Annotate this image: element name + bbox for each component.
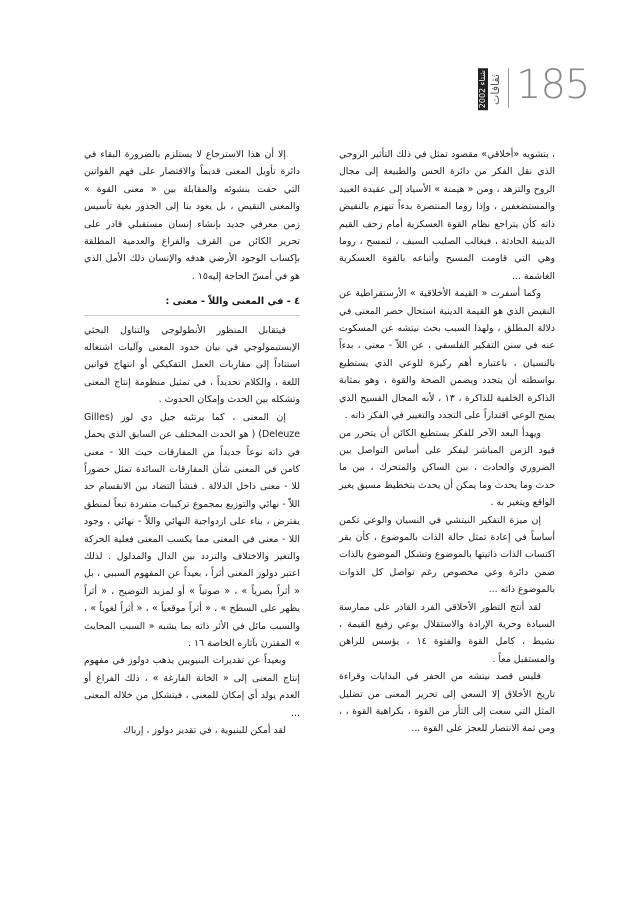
issue-label: شتاء 2002 (478, 69, 487, 109)
paragraph: ، بتشويه «أخلاقي» مقصود تمثل في ذلك التأثير الروحي الذي نقل الفكر من دائرة الحس والطبيعة إلى مجال الروح والتزهد ، ومن « هيمنة » الأسياد إلى عقيدة العبيد والمستضعفين ، وإذا روما المنتصرة بدءاً تنهزم بالنقيض ذاته كأن يتراجع نظام القوة العسكرية أمام زحف القيم الدينية الحادثة ، فيغالب الصليب السيف ، لتمسح ، روما وهي التي قاومت المسيح وأتباعه بالقوة العسكرية الغاشمة ... (339, 149, 555, 282)
left-column (84, 146, 300, 739)
header-divider (508, 68, 509, 108)
page-header (470, 62, 590, 122)
paragraph: ويهدأ البعد الآخر للفكر يستطيع الكائن أن يتحرر من قيود الزمن المباشر ليفكر على أساس التواصل بين الضروري والحادث ، بين الساكن والمتحرك ، بين ما حدث وما يحدث وما يمكن أن يحدث بتخطيط مسبق يغير الواقع ويتغير به . (339, 427, 555, 509)
paragraph: فليس قصد نيتشه من الحفر في البدايات وقراءة تاريخ الأخلاق إلا السعي إلى تحرير المعنى من تضليل المثل التي سعت إلى الثأر من القوة ، بكراهية القوة ، ، ومن ثمة الانتصار للعجز على القوة ... (339, 671, 555, 735)
paragraph: فيتقابل المنظور الأنطولوجي والتناول البحثي الإبستيمولوجي في بيان حدود المعنى وآليات اشتغاله استناداً إلى مقاربات العمل التفكيكي أو انتهاج قوانين اللغة ، والكلام تحديداً ، في تمثيل منظومة إنتاج المعنى وتشكله بين الحدث وإمكان الحدوث . (84, 324, 300, 406)
paragraph: وبعيداً عن تقديرات البنيويين يذهب دولوز في مفهوم إنتاج المعنى إلى « الخانة الفارغة » ، ذلك الفراغ أو العدم يولد أي إمكان للمعنى ، فيتشكل من خلاله المعنى ... (84, 655, 300, 719)
section-heading: ٤ - في المعنى واللاّ - معنى : (84, 293, 300, 315)
paragraph: إن المعنى ، كما يرتئيه جيل دي لوز (Gilles Deleuze) ( هو الحدث المختلف عن السابق الذي يحمل في ذاته نوعاً جديداً من المفارقات حيث اللا - معنى كامن في المعنى شأن المفارقات السائدة تمثل حضوراً للا - معنى داخل الدلالة . فنشأ التضاد بين الانقسام حد اللاّ - نهائي والتوزيع بمجموع تركيبات متفردة تبعاً لمنطق يفترض ، بناء على ازدواجية النهائي واللاّ - نهائي ، وجود اللا - معنى في المعنى مما يكسب المعنى فعلية الحركة والتغير والاختلاف والتردد بين الدال والمدلول . لذلك اعتبر دولوز المعنى أثراً ، بعيداً عن المفهوم السببي ، بل « أثراً بصرياً » ، « صوتياً » أو لمزيد التوضيح ، « أثراً يظهر على السطح » ، « أثراً موقعياً » ، « أثراً لغوياً » ، والسبب مائل في الأثر ذاته بما يشبه « السبب المحايث » المقترن بآثاره الخاصة ١٦ . (84, 411, 300, 649)
paragraph: إن ميزة التفكير النيتشي في النسيان والوعي تكمن أساساً في إعادة تمثل حالة الذات بالموضوع ، كأن يقر اكتساب الذات ذاتيتها بالموضوع وتشكل الموضوع بالذات ضمن دائرة وعي مخصوص رغم تواصل كل الذوات بالموضوع ذاته ... (339, 514, 555, 596)
section-tab (478, 66, 502, 112)
right-column (339, 146, 555, 738)
paragraph: لقد أمكن للبنيوية ، في تقدير دولوز ، إرباك (123, 725, 286, 736)
page-number: 185 (516, 62, 590, 108)
paragraph: إلا أن هذا الاسترجاع لا يستلزم بالضرورة البقاء في دائرة تأويل المعنى قديماً والاقتصار على فهم القوانين التي حفت بنشوئه والمقابلة بين « معنى القوة » والمعنى النقيض ، بل يعود بنا إلى الجذور بغية تأسيس زمن معرفي جديد بإنشاء إنسان مستقبلي قادر على تحرير الكائن من القرف والفراغ والعدمية المطلقة بإكساب الوجود الأرضي هدفه والإنسان ذلك الأمل الذي هو في أمسّ الحاجة إليه١٥ . (84, 149, 300, 282)
paragraph: وكما أسفرت « القيمة الأخلاقية » الأرستقراطية عن النقيض الذي هو القيمة الدينية استحال حصر المعنى في دلالة المطلق ، ولهذا السبب بحث نيتشه عن المسكوت عنه في سنن التفكير الفلسفي ، عن اللاّ - معنى ، بدءاً بالنسيان ، باعتباره أهم ركيزة للوعي الذي يستطيع بواسطته أن يتجدد ويضمن الصحة والقوة ، وهو بمثابة الذاكرة الخلفية للذاكرة ، ١٣ ، لأنه المجال الفسيح الذي يمنح الوعي اقتداراً على التجدد والتغيير في الفكر ذاته . (339, 288, 555, 422)
section-label: ثقافات (489, 73, 502, 105)
paragraph: لقد أنتج التطور الأخلاقي الفرد القادر على ممارسة السيادة وحرية الإرادة والاستقلال بوعي رفيع القيمة ، نشيط ، كامل القوة والفتوة ١٤ ، يؤسس للراهن والمستقبل معاً . (339, 601, 556, 665)
